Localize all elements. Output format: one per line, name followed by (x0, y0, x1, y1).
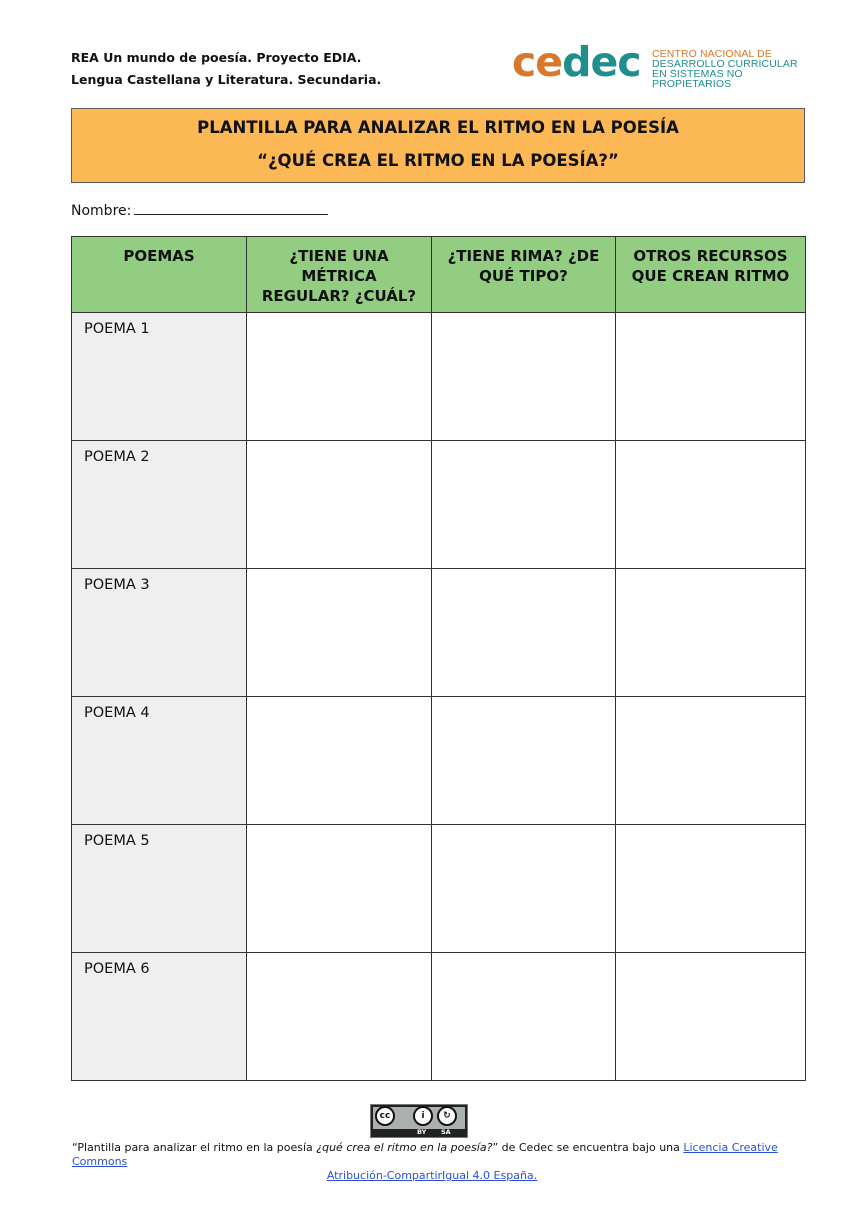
rima-cell[interactable] (432, 441, 616, 569)
license-footer: “Plantilla para analizar el ritmo en la poesía ¿qué crea el ritmo en la poesía?” de Cedec se encuentra bajo una Licencia Creative Commons Atribución-CompartirIgual 4.0 España. (72, 1141, 778, 1182)
poema-label: POEMA 4 (72, 697, 247, 825)
logo-subtitle: CENTRO NACIONAL DE DESARROLLO CURRICULAR EN SISTEMAS NO PROPIETARIOS (652, 48, 798, 90)
poema-label: POEMA 1 (72, 313, 247, 441)
by-label: BY (417, 1128, 427, 1136)
column-header-metrica: ¿TIENE UNA MÉTRICA REGULAR? ¿CUÁL? (247, 237, 432, 313)
title-line-2: “¿QUÉ CREA EL RITMO EN LA POESÍA?” (257, 151, 619, 170)
table-header-row (72, 237, 806, 313)
cc-icon: cc (375, 1106, 395, 1126)
rima-cell[interactable] (432, 825, 616, 953)
license-link[interactable]: Licencia Creative Commons (72, 1141, 778, 1168)
share-alike-icon: ↻ (437, 1106, 457, 1126)
document-header (71, 47, 381, 91)
poema-label: POEMA 2 (72, 441, 247, 569)
footer-italic-title: ¿qué crea el ritmo en la poesía? (316, 1141, 493, 1154)
nombre-label: Nombre: (71, 203, 132, 219)
otros-recursos-cell[interactable] (616, 313, 806, 441)
metrica-cell[interactable] (247, 953, 432, 1081)
poema-label: POEMA 6 (72, 953, 247, 1081)
table-row (72, 825, 806, 953)
table-row (72, 441, 806, 569)
nombre-blank-line[interactable] (134, 200, 328, 215)
otros-recursos-cell[interactable] (616, 441, 806, 569)
cc-by-sa-badge[interactable] (370, 1104, 468, 1138)
otros-recursos-cell[interactable] (616, 697, 806, 825)
table-row (72, 953, 806, 1081)
sa-label: SA (441, 1128, 451, 1136)
rima-cell[interactable] (432, 569, 616, 697)
column-header-otros-recursos: OTROS RECURSOS QUE CREAN RITMO (616, 237, 806, 313)
otros-recursos-cell[interactable] (616, 825, 806, 953)
column-header-poemas: POEMAS (72, 237, 247, 313)
metrica-cell[interactable] (247, 569, 432, 697)
rima-cell[interactable] (432, 953, 616, 1081)
metrica-cell[interactable] (247, 441, 432, 569)
rima-cell[interactable] (432, 697, 616, 825)
table-row (72, 313, 806, 441)
header-line-1: REA Un mundo de poesía. Proyecto EDIA. (71, 50, 362, 65)
attribution-person-icon: i (413, 1106, 433, 1126)
metrica-cell[interactable] (247, 825, 432, 953)
table-row (72, 697, 806, 825)
cedec-logo (512, 38, 812, 90)
table-row (72, 569, 806, 697)
otros-recursos-cell[interactable] (616, 953, 806, 1081)
poema-label: POEMA 5 (72, 825, 247, 953)
nombre-field (71, 200, 328, 219)
license-link-continued[interactable]: Atribución-CompartirIgual 4.0 España. (326, 1169, 538, 1182)
metrica-cell[interactable] (247, 313, 432, 441)
header-line-2: Lengua Castellana y Literatura. Secundaria. (71, 72, 382, 87)
analysis-table (71, 236, 806, 1081)
title-box (71, 108, 805, 183)
metrica-cell[interactable] (247, 697, 432, 825)
poema-label: POEMA 3 (72, 569, 247, 697)
title-line-1: PLANTILLA PARA ANALIZAR EL RITMO EN LA POESÍA (197, 118, 679, 137)
rima-cell[interactable] (432, 313, 616, 441)
logo-wordmark: cedec (512, 38, 641, 86)
column-header-rima: ¿TIENE RIMA? ¿DE QUÉ TIPO? (432, 237, 616, 313)
otros-recursos-cell[interactable] (616, 569, 806, 697)
